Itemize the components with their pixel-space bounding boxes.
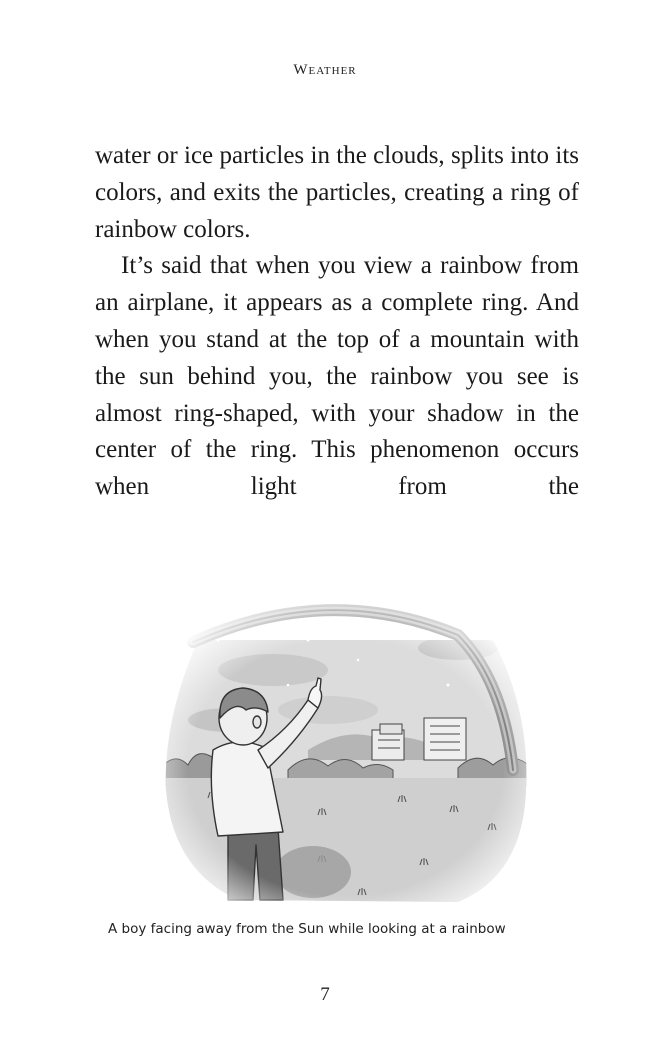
paragraph: It’s said that when you view a rainbow from an airplane, it appears as a complete ring. And when you stand at the top of a mountain with the sun behind you, the rainbow you see is almost ring-shaped, with your shadow in the center of the ring. This phenomenon occurs when light from the [95,252,579,501]
paragraph-continued: water or ice particles in the clouds, splits into its colors, and exits the particles, creating a ring of rainbow colors. [95,142,579,243]
page-number: 7 [320,984,330,1005]
figure-caption: A boy facing away from the Sun while looking at a rainbow [108,921,506,937]
running-head: Weather [293,62,357,78]
rainbow-illustration [158,600,533,905]
body-text [95,138,579,506]
